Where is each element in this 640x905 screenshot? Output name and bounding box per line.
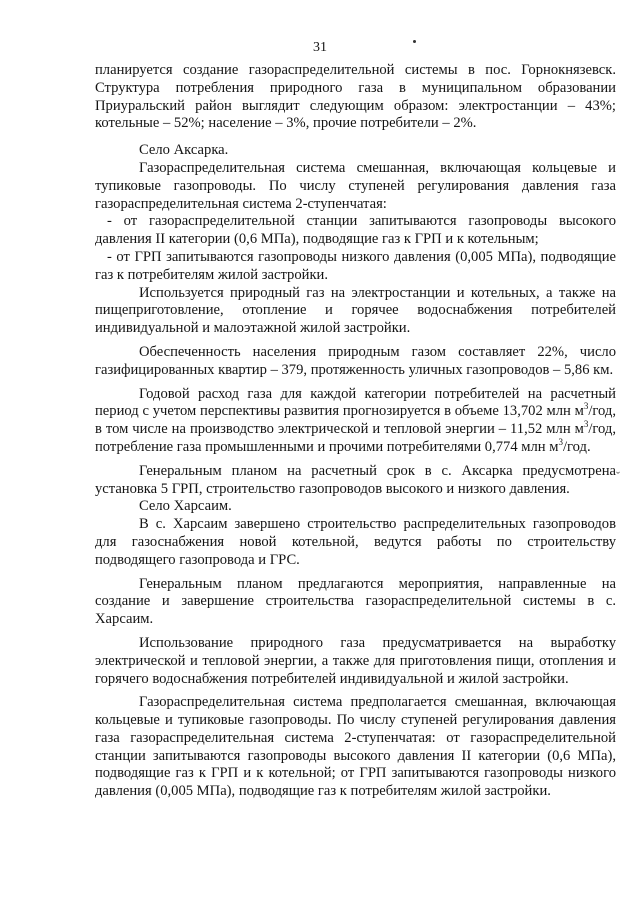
paragraph-7: Обеспеченность населения природным газом составляет 22%, число газифицированных квартир – 379, протяженность уличных газопроводов – 5,86 км. (95, 343, 616, 378)
paragraph-8-part-c: /год, потребление газа промышленными и прочими потребителями 0,774 млн м (95, 421, 616, 455)
page-number: 31 (313, 40, 327, 55)
paragraph-9: Генеральным планом на расчетный срок в с. Аксарка предусмотрена установка 5 ГРП, строительство газопроводов высокого и низкого давления. (95, 462, 616, 497)
document-body (95, 62, 616, 801)
paragraph-1: планируется создание газораспределительной системы в пос. Горнокнязевск. Структура потребления природного газа в муниципальном образовании Приуральский район выглядит следующим образом: электростанции – 43%; котельные – 52%; население – 3%, прочие потребители – 2%. (95, 62, 616, 132)
paragraph-11: В с. Харсаим завершено строительство распределительных газопроводов для газоснабжения новой котельной, ведутся работы по строительству подводящего газопровода и ГРС. (95, 516, 616, 568)
paragraph-14: Газораспределительная система предполагается смешанная, включающая кольцевые и тупиковые газопроводы. По числу ступеней регулирования давления газа газораспределительная система 2-ступенчатая: от газораспределительной станции запитываются газопроводы высокого давления II категории (0,6 МПа), подводящие газ к ГРП и к котельной; от ГРП запитываются газопроводы низкого давления (0,005 МПа), подводящие газ к потребителям жилой застройки. (95, 694, 616, 800)
paragraph-8-part-d: /год. (563, 438, 591, 455)
paragraph-8 (95, 386, 616, 457)
paragraph-8-part-a: Годовой расход газа для каждой категории потребителей на расчетный период с учетом перспективы развития прогнозируется в объеме 13,702 млн м (95, 385, 616, 420)
superscript-cubic: 3 (558, 437, 563, 448)
paragraph-12: Генеральным планом предлагаются мероприятия, направленные на создание и завершение строительства газораспределительной системы в с. Харсаим. (95, 575, 616, 628)
scan-speck (413, 40, 416, 43)
paragraph-3: Газораспределительная система смешанная, включающая кольцевые и тупиковые газопроводы. По числу ступеней регулирования давления газа газораспределительная система 2-ступенчатая: (95, 159, 616, 212)
paragraph-6: Используется природный газ на электростанции и котельных, а также на пищеприготовление, отопление и горячее водоснабжения потребителей индивидуальной и малоэтажной жилой застройки. (95, 284, 616, 337)
scan-mark: ˇ (616, 469, 620, 483)
list-item-low-pressure: - от ГРП запитываются газопроводы низкого давления (0,005 МПа), подводящие газ к потребителям жилой застройки. (95, 248, 616, 283)
paragraph-13: Использование природного газа предусматривается на выработку электрической и тепловой энергии, а также для приготовления пищи, отопления и горячего водоснабжения потребителей индивидуальной и жилой застройки. (95, 634, 616, 687)
list-item-high-pressure: - от газораспределительной станции запитываются газопроводы высокого давления II категории (0,6 МПа), подводящие газ к ГРП и к котельным; (95, 213, 616, 248)
paragraph-8-part-b: /год, в том числе на производство электрической и тепловой энергии – 11,52 млн м (95, 403, 616, 438)
section-heading-kharsaim: Село Харсаим. (139, 498, 232, 515)
section-heading-aksarka: Село Аксарка. (139, 142, 229, 159)
superscript-cubic: 3 (583, 419, 589, 430)
superscript-cubic: 3 (583, 401, 589, 412)
